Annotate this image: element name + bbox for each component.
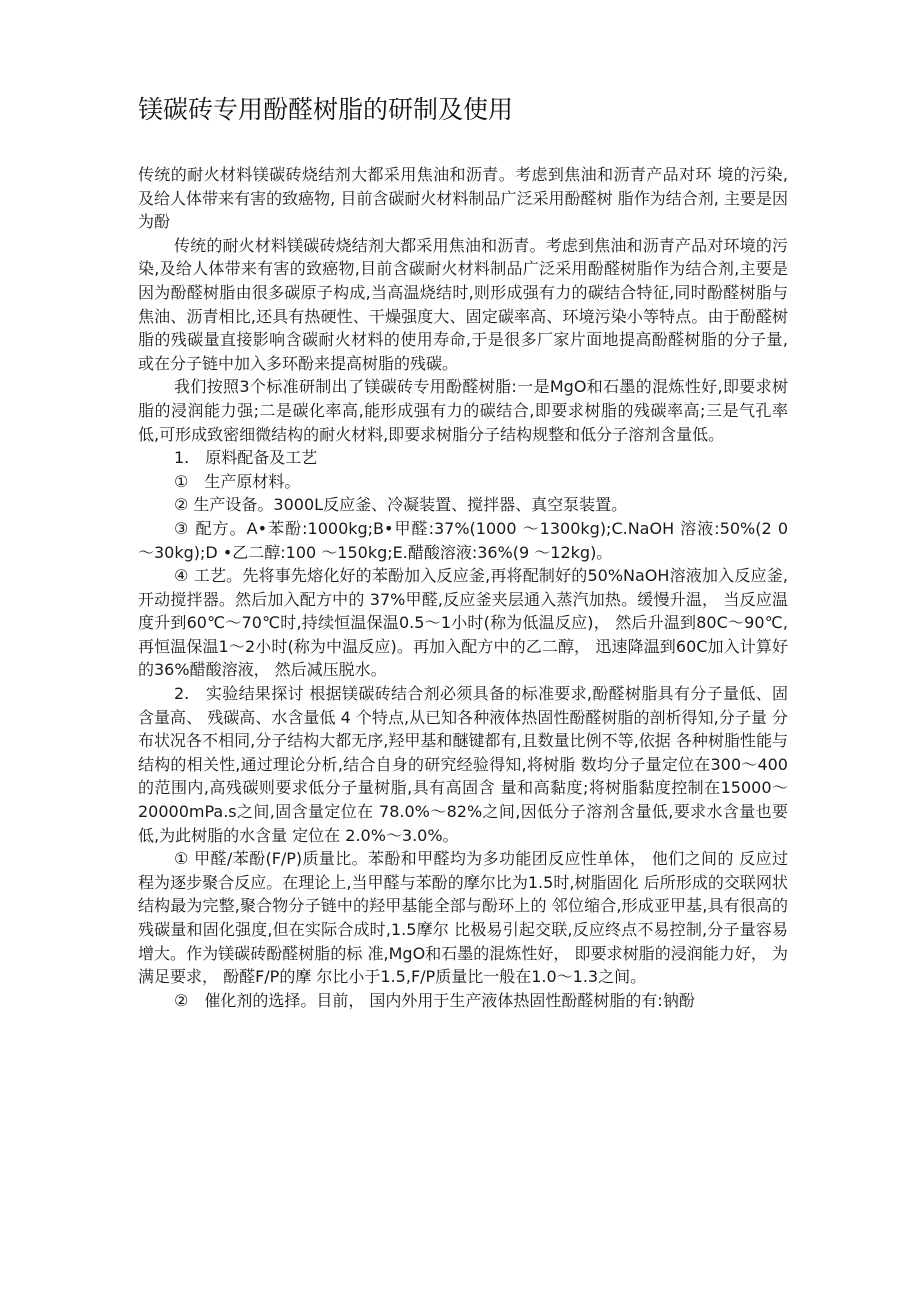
section-paragraph: 2. 实验结果探讨 根据镁碳砖结合剂必须具备的标准要求,酚醛树脂具有分子量低、固含量高、 残碳高、水含量低 4 个特点,从已知各种液体热固性酚醛树脂的剖析得知,分子量 分布状况各不相同,分子结构大都无序,羟甲基和醚键都有,且数量比例不等,依据 各种树脂性能与结构的相关性,通过理论分析,结合自身的研究经验得知,将树脂 数均分子量定位在300～400的范围内,高残碳则要求低分子量树脂,具有高固含 量和高黏度;将树脂黏度控制在15000～20000mPa.s之间,固含量定位在 78.0%～82%之间,因低分子溶剂含量低,要求水含量也要低,为此树脂的水含量 定位在 2.0%～3.0%。 [138,684,788,845]
list-item: ② 催化剂的选择。目前， 国内外用于生产液体热固性酚醛树脂的有:钠酚 [174,990,695,1010]
paragraph-lead: 传统的耐火材料镁碳砖烧结剂大都采用焦油和沥青。考虑到焦油和沥青产品对环 境的污染, 及给人体带来有害的致癌物, 目前含碳耐火材料制品广泛采用酚醛树 脂作为结合剂, 主要是因为酚 [138,165,788,232]
section-heading: 1. 原料配备及工艺 [174,448,318,468]
list-item: ③ 配方。A•苯酚:1000kg;B•甲醛:37%(1000 ～1300kg);C.NaOH 溶液:50%(2 0 ～30kg);D •乙二醇:100 ～150kg;E.醋酸溶液:36%(9 ～12kg)。 [138,518,788,562]
list-item: ① 生产原材料。 [174,471,301,491]
document-title: 镁碳砖专用酚醛树脂的研制及使用 [138,95,514,124]
paragraph: 我们按照3个标准研制出了镁碳砖专用酚醛树脂:一是MgO和石墨的混炼性好,即要求树脂的浸润能力强;二是碳化率高,能形成强有力的碳结合,即要求树脂的残碳率高;三是气孔率低,可形成致密细微结构的耐火材料,即要求树脂分子结构规整和低分子溶剂含量低。 [138,377,788,444]
list-item: ② 生产设备。3000L反应釜、冷凝装置、搅拌器、真空泵装置。 [174,495,628,515]
document-body [138,163,788,1012]
paragraph: 传统的耐火材料镁碳砖烧结剂大都采用焦油和沥青。考虑到焦油和沥青产品对环境的污染,及给人体带来有害的致癌物,目前含碳耐火材料制品广泛采用酚醛树脂作为结合剂,主要是因为酚醛树脂由很多碳原子构成,当高温烧结时,则形成强有力的碳结合特征,同时酚醛树脂与焦油、沥青相比,还具有热硬性、干燥强度大、固定碳率高、环境污染小等特点。由于酚醛树脂的残碳量直接影响含碳耐火材料的使用寿命,于是很多厂家片面地提高酚醛树脂的分子量,或在分子链中加入多环酚来提高树脂的残碳。 [138,235,788,373]
list-item: ④ 工艺。先将事先熔化好的苯酚加入反应釜,再将配制好的50%NaOH溶液加入反应釜,开动搅拌器。然后加入配方中的 37%甲醛,反应釜夹层通入蒸汽加热。缓慢升温， 当反应温度升到60℃～70℃时,持续恒温保温0.5～1小时(称为低温反应)， 然后升温到80C～90℃,再恒温保温1～2小时(称为中温反应)。再加入配方中的乙二醇， 迅速降温到60C加入计算好的36%醋酸溶液， 然后减压脱水。 [138,566,788,680]
list-item: ① 甲醛/苯酚(F/P)质量比。苯酚和甲醛均为多功能团反应性单体， 他们之间的 反应过程为逐步聚合反应。在理论上,当甲醛与苯酚的摩尔比为1.5时,树脂固化 后所形成的交联网状结构最为完整,聚合物分子链中的羟甲基能全部与酚环上的 邻位缩合,形成亚甲基,具有很高的残碳量和固化强度,但在实际合成时,1.5摩尔 比极易引起交联,反应终点不易控制,分子量容易增大。作为镁碳砖酚醛树脂的标 准,MgO和石墨的混炼性好， 即要求树脂的浸润能力好， 为满足要求， 酚醛F/P的摩 尔比小于1.5,F/P质量比一般在1.0～1.3之间。 [138,849,788,987]
